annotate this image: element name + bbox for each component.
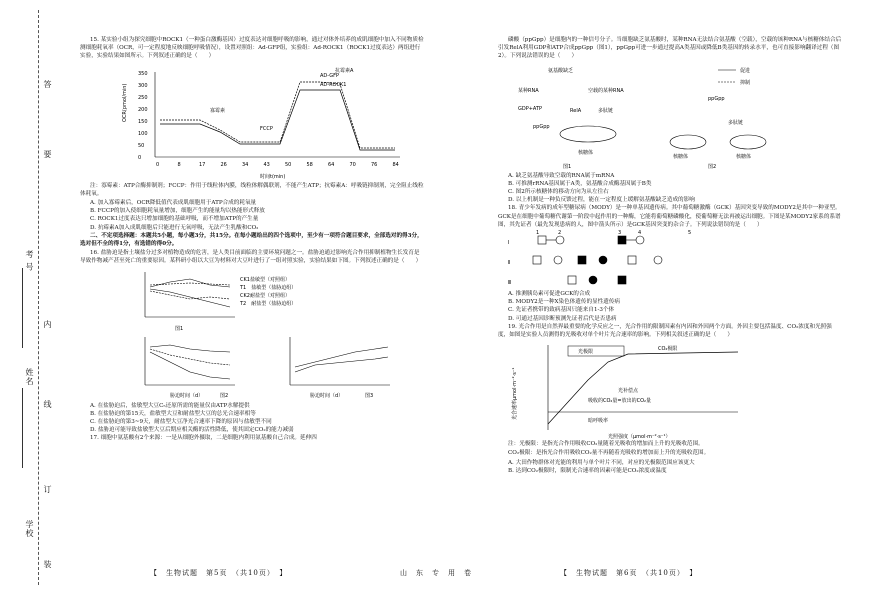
ocr-xtick: 34 bbox=[242, 161, 249, 168]
ocr-xtick: 84 bbox=[392, 161, 399, 168]
ocr-rock1-line bbox=[160, 82, 395, 148]
ocr-legend-gfp: AD-GFP bbox=[320, 72, 340, 79]
q18-option-b: B. MODY2是一种X染色体遗传的显性遗传病 bbox=[508, 299, 621, 306]
svg-text:3: 3 bbox=[618, 230, 622, 237]
dark-respiration: 暗呼吸率 bbox=[588, 418, 609, 425]
kaohao-line bbox=[22, 268, 23, 348]
footer-page-6: 【 生物试题 第6页 （共10页） 】 bbox=[560, 569, 698, 577]
q19-note-2: CO₂极限：是指光合作用吸收CO₂量不再随着光吸收的增加而上升的光吸收范围。 bbox=[508, 450, 710, 457]
diagram-ribosome: 核糖体 bbox=[578, 149, 594, 156]
gutter-da: 答 bbox=[43, 80, 52, 89]
ann-antimycin: 抗霉素A bbox=[335, 67, 354, 74]
ocr-ytick: 150 bbox=[138, 118, 148, 125]
ocr-xtick: 58 bbox=[306, 161, 313, 168]
diagram-ribosome-2a: 核糖体 bbox=[673, 153, 689, 160]
ocr-xtick: 50 bbox=[285, 161, 292, 168]
q18-option-c: C. 先证者携带的致病基因只能来自1-3个体 bbox=[508, 307, 615, 314]
fig1-legend-t2: T2 耐盐型（盐胁迫组） bbox=[240, 300, 297, 307]
ocr-xtick: 26 bbox=[220, 161, 227, 168]
fig2-caption: 图2 bbox=[220, 392, 229, 399]
gutter-zhuang: 装 bbox=[43, 560, 52, 569]
q16-option-a: A. 在盐胁迫后，盐敏型大豆C₅还原所需的能量仅由ATP水解提供 bbox=[90, 402, 250, 409]
gutter-nei: 内 bbox=[43, 320, 52, 329]
q17-option-b: B. 可推测rRNA基因属于A类，氨基酸合成酶基因属于B类 bbox=[508, 180, 652, 187]
ann-fccp: FCCP bbox=[260, 125, 273, 132]
q15-option-b: B. FCCP的加入使细胞耗氧量增加，细胞产生的能量均以热能形式释放 bbox=[90, 208, 265, 215]
fig1-caption: 图1 bbox=[175, 325, 184, 332]
diagram-empty-rna: 空载的某种RNA bbox=[588, 87, 624, 94]
ribosome-shape bbox=[560, 126, 616, 142]
svg-text:2: 2 bbox=[558, 230, 562, 237]
svg-text:5: 5 bbox=[688, 230, 692, 237]
ocr-chart bbox=[120, 62, 420, 182]
ped-gen-2: Ⅱ bbox=[508, 260, 511, 267]
svg-text:4: 4 bbox=[638, 230, 642, 237]
q18-stem: 18. 青少年发病的成年型糖尿病（MODY）是一种单基因遗传病。其中葡萄糖激酶（GCK）基因突变导致的MODY2是其中一种亚型。GCK是在细胞中葡萄糖代谢第一阶段中起作用的一种酶，它能将葡萄糖磷酸化，使葡萄糖无法再被运出细胞。下图是某MODY2家系的系谱图，其先证者（最先发现患病的人，图中箭头所示）是GCK基因突变的杂合子。下列说法错误的是（ ） bbox=[498, 205, 841, 228]
footer-center: 山 东 专 用 卷 bbox=[400, 569, 472, 577]
diagram-ppgpp-2: ppGpp bbox=[708, 95, 725, 102]
ocr-ytick: 350 bbox=[138, 70, 148, 77]
diagram-fig1: 图1 bbox=[563, 163, 572, 170]
ocr-yticks bbox=[138, 71, 148, 161]
ocr-gfp-line bbox=[160, 90, 395, 150]
page-6-column bbox=[498, 36, 843, 475]
ocr-xtick: 0 bbox=[156, 161, 160, 168]
ocr-xtick: 70 bbox=[349, 161, 356, 168]
q19-note-1: 注：光极限：是指光合作用吸收CO₂量随着光吸收的增加而上升的光吸收范围。 bbox=[508, 441, 704, 448]
xingming-line bbox=[22, 388, 23, 468]
q19-option-b: B. 达到CO₂极限时，限制光合速率的因素可能是CO₂浓度或温度 bbox=[508, 467, 667, 474]
q15-option-c: C. ROCK1过度表达只增加细胞的基础呼吸，而不增加ATP的产生量 bbox=[90, 216, 259, 223]
ocr-xticks bbox=[156, 162, 399, 168]
svg-text:1: 1 bbox=[536, 230, 540, 237]
footer-page-5: 【 生物试题 第5页 （共10页） 】 bbox=[150, 569, 288, 577]
binding-line bbox=[38, 10, 39, 585]
q18-option-a: A. 推测胰岛素可促进GCK的合成 bbox=[508, 291, 591, 298]
ppgpp-diagram bbox=[508, 62, 808, 172]
fig3-xlabel: 胁迫时间（d） bbox=[310, 392, 344, 399]
ocr-xlabel: 时间t(min) bbox=[260, 173, 286, 180]
ocr-xtick: 43 bbox=[263, 161, 270, 168]
legend-inhibit: 抑制 bbox=[740, 79, 751, 86]
ped-gen-3: Ⅲ bbox=[508, 280, 512, 287]
light-response-chart bbox=[508, 340, 808, 440]
ocr-xtick: 17 bbox=[199, 161, 206, 168]
ped-gen-1: Ⅰ bbox=[508, 240, 510, 247]
fig3-caption: 图3 bbox=[365, 392, 374, 399]
light-limit: 光极限 bbox=[578, 349, 594, 356]
ocr-ytick: 200 bbox=[138, 106, 148, 113]
ocr-xtick: 76 bbox=[371, 161, 378, 168]
section-2-heading: 二、不定项选择题：本题共5小题，每小题3分，共15分。在每小题给出的四个选项中，至少有一项符合题目要求，全部选对的得3分，选对但不全的得1分，有选错的得0分。 bbox=[80, 232, 423, 248]
q16-stem: 16. 盐胁迫是指土壤盐分过多对植物造成的危害，是人类目前面临的主要环境问题之一。盐胁迫通过影响光合作用抑制植物生长发育是导致作物减产甚至死亡的重要原因。某科研小组以大豆为材料对大豆叶进行了一组对照实验，实验结果如下图。下列叙述正确的是（ ） bbox=[80, 250, 422, 265]
page-5-column bbox=[80, 36, 425, 444]
diagram-ribosome-2b: 核糖体 bbox=[736, 153, 752, 160]
q16-option-d: D. 盐胁迫可能导致盐敏型大豆后期应相关酶的活性降低，使其固定CO₂的能力减弱 bbox=[90, 427, 294, 434]
q19-option-a: A. 大田作物群体对光能的利用与单个叶片不同，对应的光极限范围应该更大 bbox=[508, 459, 695, 466]
light-xlabel: 光照强度（μmol·m⁻²·s⁻¹） bbox=[608, 434, 671, 441]
ocr-ytick: 0 bbox=[138, 154, 142, 161]
ocr-ytick: 100 bbox=[138, 130, 148, 137]
q15-option-d: D. 抗霉素A加入成肌细胞后只能进行无氧呼吸，无法产生乳酸和CO₂ bbox=[90, 224, 259, 231]
compensation-eq: 吸收的CO₂量=放出的CO₂量 bbox=[588, 398, 652, 405]
ocr-legend-rock1: AD-ROCK1 bbox=[320, 81, 347, 88]
q17-option-d: D. 以上机制是一种负反馈过程，能在一定程度上缓解氨基酸缺乏造成的影响 bbox=[508, 197, 695, 204]
salt-stress-figures bbox=[100, 267, 400, 402]
q17-stem: 17. 细胞中氨基酸有2个来源：一是从细胞外摄取，二是细胞内利用氨基酸自己合成。延伸四 bbox=[90, 435, 317, 442]
q16-option-b: B. 在盐胁迫的第15天，盐敏型大豆和耐盐型大豆的总光合速率相等 bbox=[90, 410, 256, 417]
q15-stem: 15. 某实验小组为探究细胞中ROCK1（一种蛋白激酶基因）过度表达对细胞呼吸的影响，通过对体外培养的成肌细胞中加入不同物质检测细胞耗氧率（OCR，可一定程度地反映细胞呼吸情况），设置对照组：Ad-GFP组，实验组：Ad-ROCK1（ROCK1过度表达）两组进行实验，实验结果如图所示。下列叙述正确的是（ ） bbox=[80, 37, 424, 60]
diagram-rna: 某种RNA bbox=[518, 87, 539, 94]
gutter-xian: 线 bbox=[43, 400, 52, 409]
pedigree-chart bbox=[508, 230, 808, 290]
ocr-xtick: 64 bbox=[328, 161, 335, 168]
gutter-kaohao: 考 号 bbox=[25, 250, 34, 272]
q17-continued: 磷酸（ppGpp）是细胞内的一种信号分子。当细胞缺乏氨基酸时，某种RNA无法结合氨基酸（空载），空载的该种RNA与核糖体结合后引发RelA利用GDP和ATP合成ppGpp（图1），ppGpp可进一步通过提高A类基因或降低B类基因的转录水平，也可直接影响翻译过程（图2）。下列说法错误的是（ ） bbox=[498, 37, 842, 60]
legend-promote: 促进 bbox=[740, 67, 751, 74]
fig1-legend-ck2: CK2耐盐型（对照组） bbox=[240, 292, 290, 299]
q17-option-c: C. 图2所示核糖体的移动方向为从左往右 bbox=[508, 189, 609, 196]
q15-note: 注：寡霉素：ATP合酶抑制剂；FCCP：作用于线粒体内膜，线粒体解偶联剂，不能产生ATP；抗霉素A：呼吸链抑制剂，完全阻止线粒体耗氧。 bbox=[80, 182, 424, 197]
diagram-rela: RelA bbox=[570, 107, 582, 114]
binding-gutter bbox=[0, 0, 58, 590]
ocr-ytick: 250 bbox=[138, 94, 148, 101]
gutter-xingming: 姓名 bbox=[25, 368, 34, 386]
compensation-point: 光补偿点 bbox=[618, 388, 639, 395]
fig2-xlabel: 胁迫时间（d） bbox=[170, 392, 204, 399]
diagram-peptide: 多肽链 bbox=[598, 107, 614, 114]
fig1-legend-ck1: CK1盐敏型（对照组） bbox=[240, 276, 290, 283]
diagram-fig2: 图2 bbox=[708, 163, 717, 170]
fig1-legend-t1: T1 盐敏型（盐胁迫组） bbox=[240, 284, 297, 291]
ocr-ylabel: OCR(pmol/min) bbox=[122, 83, 128, 122]
diagram-gdp-atp: GDP+ATP bbox=[518, 105, 543, 112]
q19-stem: 19. 光合作用是自然界最重要的化学反应之一，光合作用的限制因素有内因和外因两个方面。外因主要包括温度、CO₂浓度和光照强度，如图是实验人员测得的光吸收对单个叶片光合速率的影响。下列相关叙述正确的是（ ） bbox=[498, 323, 832, 339]
ocr-xtick: 8 bbox=[177, 161, 181, 168]
diagram-peptide-2: 多肽链 bbox=[728, 119, 744, 126]
light-ylabel: 光合速率μmol·m⁻²·s⁻¹ bbox=[512, 367, 518, 421]
q18-option-d: D. 可通过基因诊断预测先证者后代是否患病 bbox=[508, 315, 617, 322]
ann-oligomycin: 寡霉素 bbox=[210, 107, 226, 114]
diagram-aa-shortage: 氨基酸缺乏 bbox=[548, 67, 574, 74]
q17-option-a: A. 缺乏氨基酸导致空载的RNA属于mRNA bbox=[508, 172, 615, 179]
co2-limit: CO₂极限 bbox=[658, 346, 678, 353]
ocr-ytick: 300 bbox=[138, 82, 148, 89]
q16-option-c: C. 在盐胁迫的第3~9天，耐盐型大豆净光合速率下降的原因与盐敏型不同 bbox=[90, 419, 272, 426]
q15-option-a: A. 加入寡霉素后，OCR降低值代表成肌细胞用于ATP合成的耗氧量 bbox=[90, 200, 257, 207]
ocr-ytick: 50 bbox=[138, 142, 145, 149]
gutter-yao: 要 bbox=[43, 150, 52, 159]
diagram-ppgpp: ppGpp bbox=[533, 123, 550, 130]
gutter-xuexiao: 学校 bbox=[25, 520, 34, 538]
gutter-ding: 订 bbox=[43, 485, 52, 494]
